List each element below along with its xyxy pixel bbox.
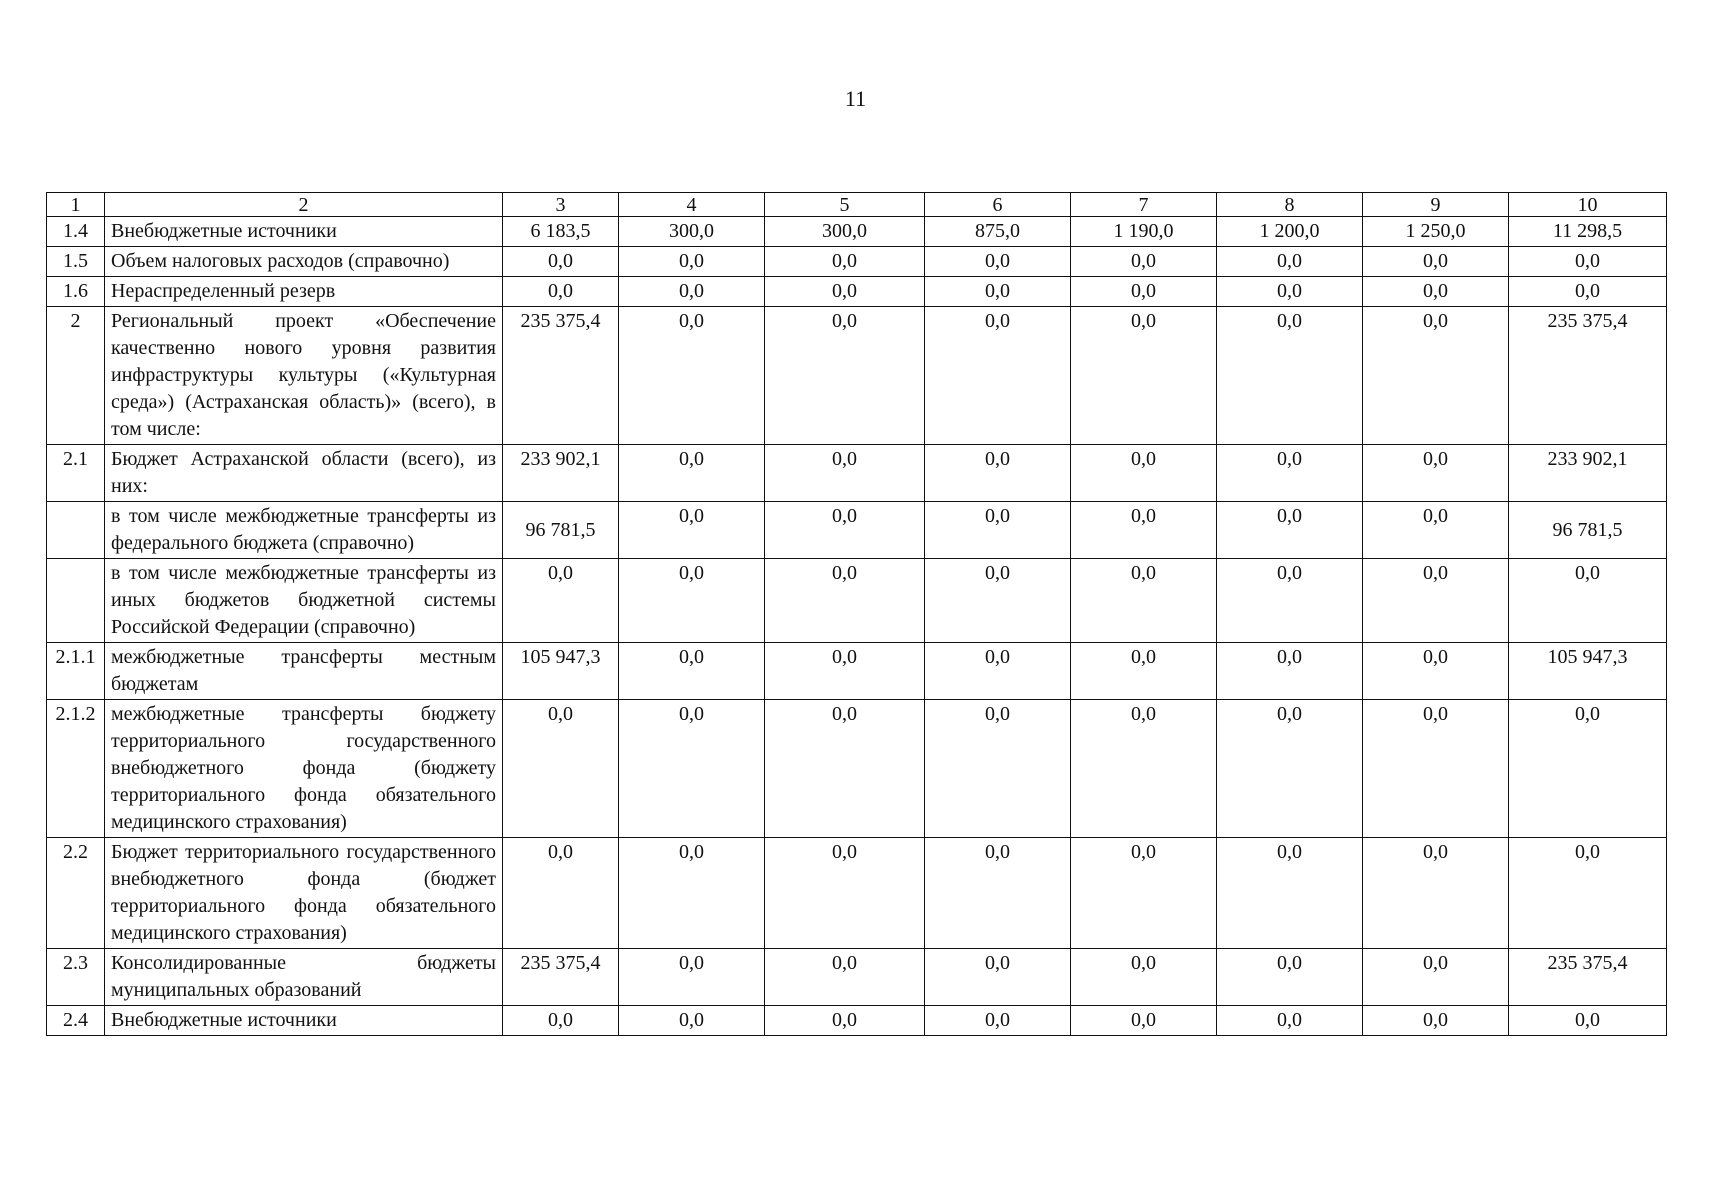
row-value: 0,0 xyxy=(925,949,1071,1006)
row-name: Бюджет Астраханской области (всего), из них: xyxy=(105,445,503,502)
column-header: 7 xyxy=(1071,193,1217,217)
row-value: 0,0 xyxy=(1071,643,1217,700)
row-value: 0,0 xyxy=(1363,838,1509,949)
row-value: 0,0 xyxy=(619,949,765,1006)
row-value: 0,0 xyxy=(1071,502,1217,559)
column-header: 2 xyxy=(105,193,503,217)
row-code: 2.1.1 xyxy=(47,643,105,700)
row-value: 0,0 xyxy=(619,838,765,949)
row-value: 0,0 xyxy=(765,247,925,277)
row-value: 0,0 xyxy=(1217,559,1363,643)
budget-table xyxy=(46,192,1667,1036)
row-name: Внебюджетные источники xyxy=(105,217,503,247)
row-value: 0,0 xyxy=(1071,277,1217,307)
row-value: 0,0 xyxy=(925,700,1071,838)
row-value: 0,0 xyxy=(925,1006,1071,1036)
row-value: 0,0 xyxy=(1509,247,1667,277)
row-value: 0,0 xyxy=(1217,1006,1363,1036)
row-value: 0,0 xyxy=(619,445,765,502)
row-value: 0,0 xyxy=(765,838,925,949)
row-value: 0,0 xyxy=(1363,247,1509,277)
row-value: 0,0 xyxy=(1071,247,1217,277)
row-value: 0,0 xyxy=(925,502,1071,559)
row-value: 0,0 xyxy=(1217,643,1363,700)
row-value: 235 375,4 xyxy=(503,307,619,445)
row-value: 0,0 xyxy=(1509,700,1667,838)
table-row xyxy=(47,217,1667,247)
table-body xyxy=(47,217,1667,1036)
row-value: 0,0 xyxy=(619,1006,765,1036)
row-value: 0,0 xyxy=(1217,838,1363,949)
row-value: 11 298,5 xyxy=(1509,217,1667,247)
row-value: 0,0 xyxy=(1071,1006,1217,1036)
row-value: 0,0 xyxy=(1071,559,1217,643)
row-value: 0,0 xyxy=(619,307,765,445)
row-value: 233 902,1 xyxy=(1509,445,1667,502)
row-value: 0,0 xyxy=(765,559,925,643)
row-name: Региональный проект «Обеспечение качественно нового уровня развития инфраструктуры культуры («Культурная среда») (Астраханская область)» (всего), в том числе: xyxy=(105,307,503,445)
table-row xyxy=(47,700,1667,838)
table-row xyxy=(47,247,1667,277)
row-value: 300,0 xyxy=(765,217,925,247)
page-number: 11 xyxy=(844,86,867,111)
row-value: 0,0 xyxy=(1071,838,1217,949)
row-value: 300,0 xyxy=(619,217,765,247)
row-code: 1.4 xyxy=(47,217,105,247)
row-value: 0,0 xyxy=(1217,307,1363,445)
row-value: 0,0 xyxy=(925,247,1071,277)
row-value: 0,0 xyxy=(619,502,765,559)
row-code: 2.1.2 xyxy=(47,700,105,838)
row-value: 0,0 xyxy=(1509,1006,1667,1036)
row-code: 2.1 xyxy=(47,445,105,502)
row-value: 0,0 xyxy=(1363,559,1509,643)
row-value: 0,0 xyxy=(1363,643,1509,700)
row-value: 0,0 xyxy=(1071,445,1217,502)
column-header: 1 xyxy=(47,193,105,217)
row-value: 0,0 xyxy=(503,247,619,277)
row-value: 1 190,0 xyxy=(1071,217,1217,247)
row-value: 0,0 xyxy=(1363,949,1509,1006)
row-value: 105 947,3 xyxy=(503,643,619,700)
row-value: 0,0 xyxy=(1509,559,1667,643)
row-value: 0,0 xyxy=(765,307,925,445)
row-name: Консолидированные бюджеты муниципальных образований xyxy=(105,949,503,1006)
row-code: 2.2 xyxy=(47,838,105,949)
table-row xyxy=(47,307,1667,445)
column-header: 8 xyxy=(1217,193,1363,217)
row-name: Бюджет территориального государственного внебюджетного фонда (бюджет территориального фонда обязательного медицинского страхования) xyxy=(105,838,503,949)
row-value: 235 375,4 xyxy=(1509,949,1667,1006)
row-value: 0,0 xyxy=(1071,307,1217,445)
row-name: межбюджетные трансферты бюджету территориального государственного внебюджетного фонда (бюджету территориального фонда обязательного медицинского страхования) xyxy=(105,700,503,838)
column-header: 5 xyxy=(765,193,925,217)
row-code: 2.3 xyxy=(47,949,105,1006)
row-value: 0,0 xyxy=(1217,700,1363,838)
row-name: межбюджетные трансферты местным бюджетам xyxy=(105,643,503,700)
table-header-row xyxy=(47,193,1667,217)
row-value: 96 781,5 xyxy=(1509,502,1667,559)
row-value: 0,0 xyxy=(503,1006,619,1036)
row-value: 0,0 xyxy=(619,559,765,643)
row-value: 0,0 xyxy=(1363,1006,1509,1036)
row-name: Нераспределенный резерв xyxy=(105,277,503,307)
row-value: 0,0 xyxy=(619,643,765,700)
row-name: в том числе межбюджетные трансферты из иных бюджетов бюджетной системы Российской Федерации (справочно) xyxy=(105,559,503,643)
row-value: 0,0 xyxy=(765,643,925,700)
row-value: 0,0 xyxy=(1509,277,1667,307)
row-value: 0,0 xyxy=(1217,502,1363,559)
row-value: 0,0 xyxy=(925,559,1071,643)
column-header: 9 xyxy=(1363,193,1509,217)
row-value: 0,0 xyxy=(503,277,619,307)
row-code xyxy=(47,559,105,643)
table-row xyxy=(47,277,1667,307)
row-value: 0,0 xyxy=(1217,445,1363,502)
row-code: 1.5 xyxy=(47,247,105,277)
row-value: 1 200,0 xyxy=(1217,217,1363,247)
row-value: 0,0 xyxy=(1363,307,1509,445)
table-row xyxy=(47,502,1667,559)
table-row xyxy=(47,1006,1667,1036)
row-value: 0,0 xyxy=(1217,247,1363,277)
row-value: 0,0 xyxy=(765,445,925,502)
row-value: 0,0 xyxy=(765,277,925,307)
row-value: 0,0 xyxy=(503,700,619,838)
row-code: 1.6 xyxy=(47,277,105,307)
row-value: 105 947,3 xyxy=(1509,643,1667,700)
row-value: 0,0 xyxy=(765,502,925,559)
row-value: 233 902,1 xyxy=(503,445,619,502)
row-value: 0,0 xyxy=(503,559,619,643)
row-value: 0,0 xyxy=(503,838,619,949)
row-code xyxy=(47,502,105,559)
row-value: 0,0 xyxy=(619,247,765,277)
row-value: 1 250,0 xyxy=(1363,217,1509,247)
row-value: 0,0 xyxy=(1071,700,1217,838)
row-value: 6 183,5 xyxy=(503,217,619,247)
row-value: 0,0 xyxy=(765,1006,925,1036)
table-row xyxy=(47,559,1667,643)
table-row xyxy=(47,643,1667,700)
row-value: 96 781,5 xyxy=(503,502,619,559)
row-value: 0,0 xyxy=(925,307,1071,445)
row-value: 0,0 xyxy=(1363,502,1509,559)
row-value: 0,0 xyxy=(1217,949,1363,1006)
column-header: 4 xyxy=(619,193,765,217)
table-row xyxy=(47,838,1667,949)
row-value: 0,0 xyxy=(1363,277,1509,307)
row-value: 235 375,4 xyxy=(503,949,619,1006)
row-value: 235 375,4 xyxy=(1509,307,1667,445)
column-header: 3 xyxy=(503,193,619,217)
row-name: Внебюджетные источники xyxy=(105,1006,503,1036)
table-row xyxy=(47,445,1667,502)
row-name: Объем налоговых расходов (справочно) xyxy=(105,247,503,277)
row-value: 0,0 xyxy=(1509,838,1667,949)
row-value: 0,0 xyxy=(925,445,1071,502)
column-header: 10 xyxy=(1509,193,1667,217)
row-value: 0,0 xyxy=(765,949,925,1006)
row-value: 0,0 xyxy=(925,277,1071,307)
row-value: 0,0 xyxy=(619,277,765,307)
row-value: 0,0 xyxy=(765,700,925,838)
row-value: 0,0 xyxy=(1363,700,1509,838)
row-value: 0,0 xyxy=(925,643,1071,700)
row-value: 875,0 xyxy=(925,217,1071,247)
table-row xyxy=(47,949,1667,1006)
row-value: 0,0 xyxy=(1217,277,1363,307)
column-header: 6 xyxy=(925,193,1071,217)
row-value: 0,0 xyxy=(925,838,1071,949)
row-value: 0,0 xyxy=(619,700,765,838)
row-name: в том числе межбюджетные трансферты из федерального бюджета (справочно) xyxy=(105,502,503,559)
row-value: 0,0 xyxy=(1071,949,1217,1006)
row-code: 2.4 xyxy=(47,1006,105,1036)
row-code: 2 xyxy=(47,307,105,445)
row-value: 0,0 xyxy=(1363,445,1509,502)
